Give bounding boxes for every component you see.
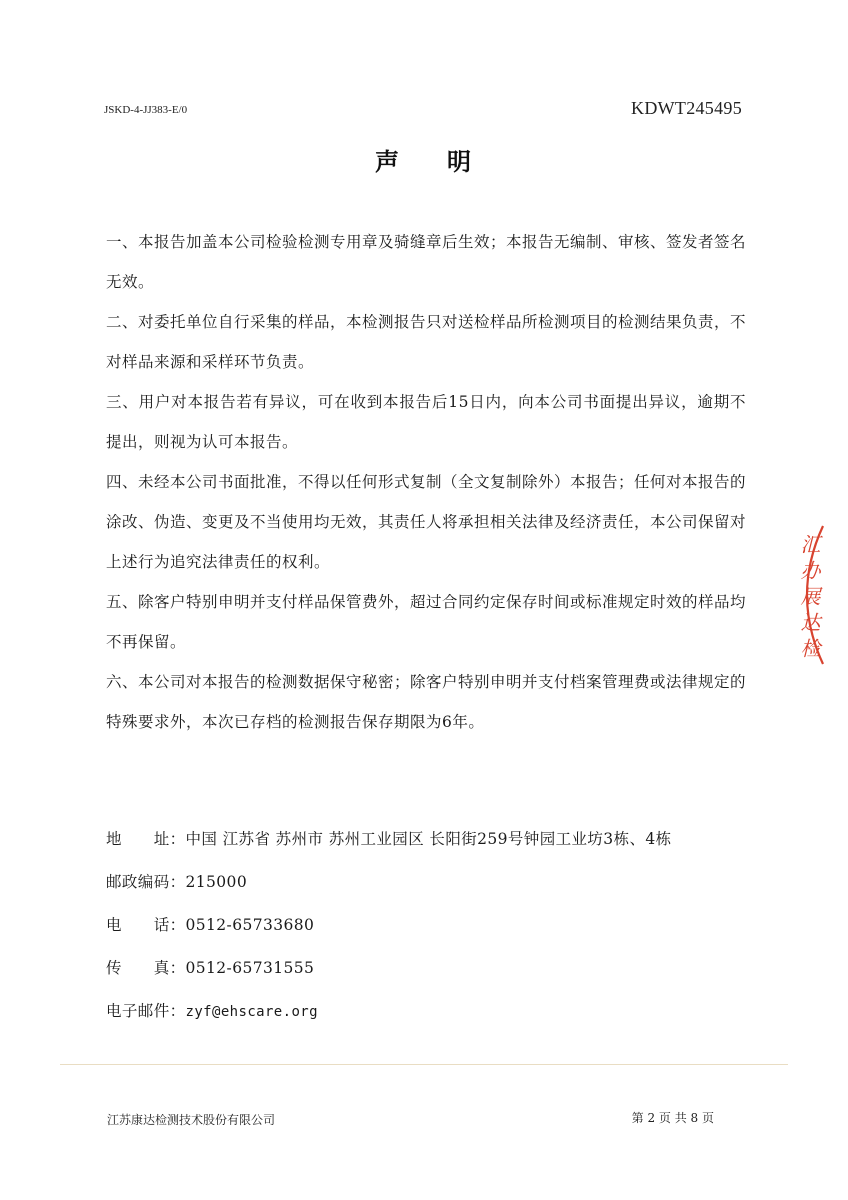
- clause-4: 四、未经本公司书面批准，不得以任何形式复制（全文复制除外）本报告；任何对本报告的涂改、伪造、变更及不当使用均无效，其责任人将承担相关法律及经济责任，本公司保留对上述行为追究法律责任的权利。: [106, 473, 747, 571]
- clause-3: 三、用户对本报告若有异议，可在收到本报告后15日内，向本公司书面提出异议，逾期不提出，则视为认可本报告。: [106, 393, 746, 451]
- email-row: [106, 990, 766, 1033]
- phone-label: 电 话：: [106, 916, 186, 934]
- title-char-left: 声: [375, 148, 401, 176]
- fax-row: [106, 947, 766, 990]
- phone-row: [106, 904, 766, 947]
- postcode-label: 邮政编码：: [106, 873, 186, 891]
- clause-1: 一、本报告加盖本公司检验检测专用章及骑缝章后生效；本报告无编制、审核、签发者签名无效。: [106, 233, 747, 291]
- clause-6: 六、本公司对本报告的检测数据保守秘密；除客户特别申明并支付档案管理费或法律规定的特殊要求外，本次已存档的检测报告保存期限为6年。: [106, 673, 747, 731]
- fax-value: 0512-65731555: [185, 959, 315, 977]
- address-row: [106, 818, 766, 861]
- postcode-row: [106, 861, 766, 904]
- title-char-right: 明: [447, 148, 473, 176]
- phone-value: 0512-65733680: [185, 916, 315, 934]
- seam-seal-stamp: [785, 520, 825, 670]
- address-value: 中国 江苏省 苏州市 苏州工业园区 长阳街259号钟园工业坊3栋、4栋: [185, 830, 672, 848]
- contact-info: [106, 818, 766, 1033]
- footer-company-name: 江苏康达检测技术股份有限公司: [107, 1113, 276, 1127]
- footer-divider: [60, 1064, 788, 1065]
- seal-text: 汇办展达检: [797, 534, 821, 664]
- declaration-clauses: [106, 222, 746, 742]
- postcode-value: 215000: [185, 873, 248, 891]
- fax-label: 传 真：: [106, 959, 186, 977]
- email-label: 电子邮件：: [106, 1002, 186, 1020]
- clause-5: 五、除客户特别申明并支付样品保管费外，超过合同约定保存时间或标准规定时效的样品均不再保留。: [106, 593, 747, 651]
- report-number: KDWT245495: [631, 98, 742, 118]
- document-code: JSKD-4-JJ383-E/0: [104, 104, 188, 116]
- page-title: [0, 142, 848, 177]
- page-number: 第 2 页 共 8 页: [631, 1111, 714, 1125]
- address-label: 地 址：: [106, 830, 186, 848]
- email-link[interactable]: zyf@ehscare.org: [185, 1004, 318, 1020]
- clause-2: 二、对委托单位自行采集的样品，本检测报告只对送检样品所检测项目的检测结果负责，不对样品来源和采样环节负责。: [106, 313, 747, 371]
